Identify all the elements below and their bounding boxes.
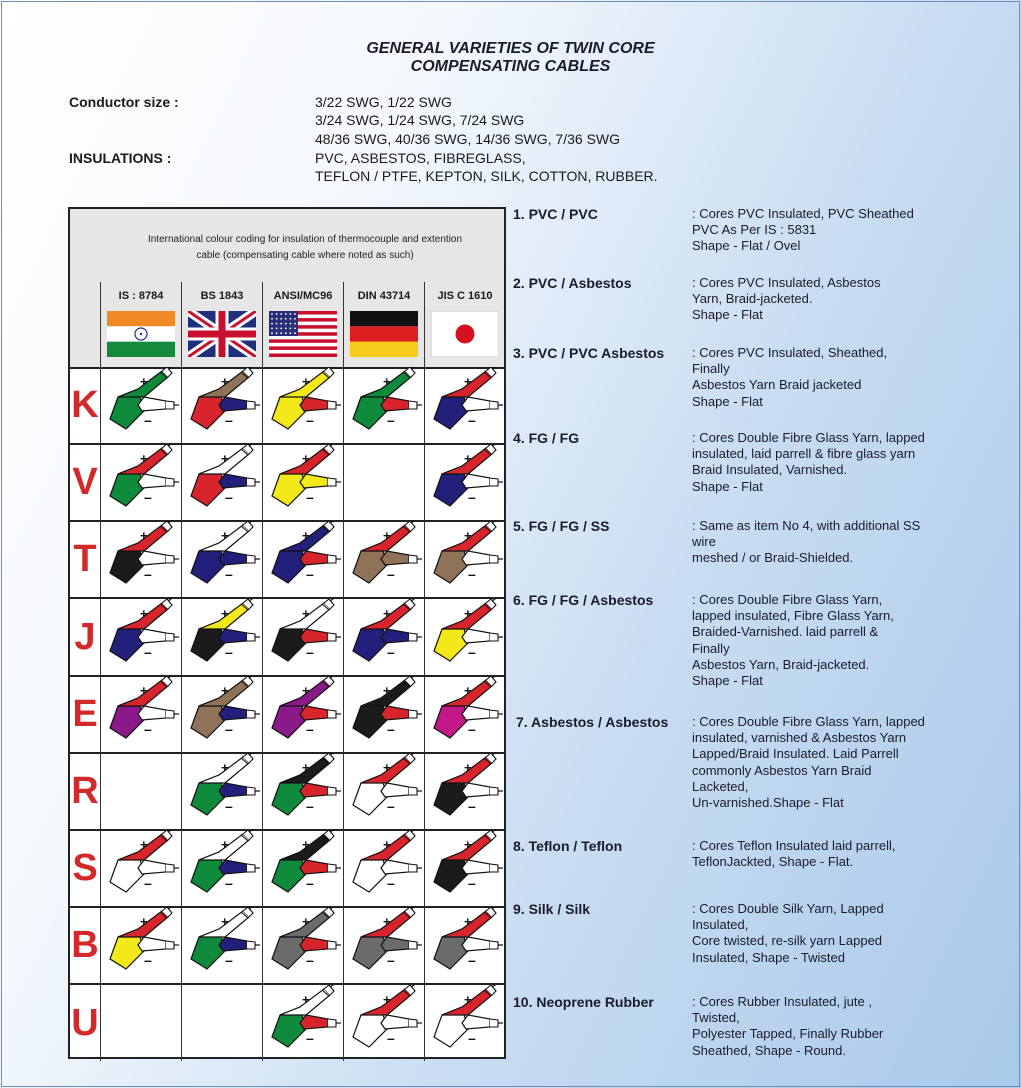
cable-color-cell: [262, 830, 343, 906]
title-line-1: GENERAL VARIETIES OF TWIN CORE: [366, 40, 655, 57]
cable-color-cell: [181, 907, 262, 983]
cable-icon: [428, 753, 503, 829]
germany-flag-icon: [350, 311, 418, 357]
cable-icon: [266, 599, 341, 675]
svg-text:+: +: [464, 682, 472, 698]
svg-text:–: –: [468, 489, 476, 506]
thermocouple-type-label: R: [71, 770, 99, 812]
svg-text:–: –: [387, 412, 395, 428]
cable-icon: [428, 599, 503, 675]
conductor-value: 3/22 SWG, 1/22 SWG: [315, 94, 452, 110]
cable-type-title: 3. PVC / PVC Asbestos: [513, 345, 665, 361]
cable-type-description: : Cores Double Silk Yarn, Lapped Insulated, Core twisted, re-silk yarn Lapped Insulated, Shape - Twisted: [692, 901, 884, 965]
cable-icon: [104, 444, 179, 520]
empty-cell: [100, 985, 181, 1061]
cable-color-cell: [181, 830, 262, 906]
svg-text:+: +: [140, 374, 148, 389]
svg-text:–: –: [387, 798, 395, 814]
cable-color-cell: [262, 907, 343, 983]
svg-text:+: +: [221, 837, 229, 853]
cable-color-cell: [100, 599, 181, 675]
cable-icon: [347, 521, 422, 597]
svg-text:+: +: [383, 760, 391, 775]
svg-text:–: –: [387, 720, 395, 737]
svg-text:–: –: [468, 720, 476, 737]
insulation-value: PVC, ASBESTOS, FIBREGLASS,: [315, 150, 526, 166]
svg-text:+: +: [383, 837, 391, 853]
svg-text:+: +: [140, 682, 148, 698]
cable-icon: [347, 985, 422, 1061]
insulations-values: [315, 149, 658, 186]
svg-text:–: –: [225, 489, 233, 506]
svg-text:+: +: [464, 528, 472, 544]
thermocouple-type-label: K: [71, 384, 99, 426]
cable-type-title: 2. PVC / Asbestos: [513, 275, 632, 291]
svg-text:+: +: [221, 528, 229, 544]
cable-color-cell: [424, 444, 505, 520]
standards-header: [70, 282, 504, 369]
conductor-size-values: [315, 93, 620, 148]
cable-color-cell: [262, 676, 343, 752]
cable-type-description: : Cores Double Fibre Glass Yarn, lapped insulated, laid parrell & fibre glass yarn Braid Insulated, Varnished. Shape - Flat: [692, 430, 925, 494]
cable-color-cell: [181, 753, 262, 829]
svg-text:–: –: [306, 412, 314, 428]
caption-line: cable (compensating cable where noted as such): [196, 250, 414, 261]
svg-text:+: +: [302, 682, 310, 698]
thermocouple-type-label: J: [74, 615, 96, 658]
cable-icon: [266, 521, 341, 597]
svg-text:+: +: [464, 837, 472, 853]
thermocouple-type-label: T: [73, 538, 97, 581]
svg-text:–: –: [306, 643, 314, 660]
svg-text:–: –: [306, 1029, 314, 1046]
cable-icon: [266, 985, 341, 1061]
conductor-value: 3/24 SWG, 1/24 SWG, 7/24 SWG: [315, 112, 525, 129]
cable-icon: [104, 521, 179, 597]
cable-color-cell: [100, 521, 181, 597]
cable-type-description: : Cores PVC Insulated, PVC Sheathed PVC As Per IS : 5831 Shape - Flat / Ovel: [692, 206, 914, 254]
svg-text:–: –: [144, 720, 152, 737]
cable-icon: [104, 367, 179, 443]
svg-text:–: –: [225, 952, 233, 969]
cable-type-description: : Cores PVC Insulated, Sheathed, Finally Asbestos Yarn Braid jacketed Shape - Flat: [692, 345, 888, 409]
cable-type-description: : Cores Double Fibre Glass Yarn, lapped insulated, varnished & Asbestos Yarn Lapped/Braid Insulated. Laid Parrell commonly Asbestos Yarn Braid Lacketed, Un-varnished.Shape - Flat: [692, 714, 925, 811]
svg-text:+: +: [464, 760, 472, 775]
cable-icon: [104, 830, 179, 906]
japan-flag-icon: [431, 311, 499, 357]
svg-text:–: –: [306, 566, 314, 583]
svg-text:–: –: [306, 875, 314, 892]
cable-icon: [185, 521, 260, 597]
svg-text:–: –: [144, 566, 152, 583]
svg-text:–: –: [225, 643, 233, 660]
svg-text:–: –: [225, 875, 233, 892]
cable-type-title: 9. Silk / Silk: [513, 901, 591, 917]
svg-text:+: +: [383, 528, 391, 544]
svg-text:+: +: [302, 760, 310, 775]
thermocouple-type-label: V: [72, 461, 98, 504]
cable-color-cell: [100, 830, 181, 906]
cable-color-cell: [343, 907, 424, 983]
cable-color-cell: [100, 444, 181, 520]
svg-text:+: +: [221, 451, 229, 467]
svg-text:+: +: [383, 914, 391, 930]
cable-color-cell: [181, 521, 262, 597]
cable-color-cell: [262, 985, 343, 1061]
cable-type-description: : Same as item No 4, with additional SS wire meshed / or Braid-Shielded.: [692, 518, 921, 566]
svg-text:+: +: [302, 605, 310, 621]
cable-color-cell: [100, 367, 181, 443]
conductor-size-label: Conductor size :: [69, 94, 179, 110]
svg-text:–: –: [306, 798, 314, 814]
svg-text:–: –: [306, 952, 314, 969]
svg-text:+: +: [221, 760, 229, 775]
table-caption-band: [70, 209, 504, 283]
svg-text:–: –: [468, 798, 476, 814]
cable-color-cell: [424, 907, 505, 983]
svg-text:+: +: [302, 528, 310, 544]
usa-flag-icon: [269, 311, 337, 357]
cable-color-cell: [181, 444, 262, 520]
cable-color-cell: [424, 676, 505, 752]
svg-text:+: +: [140, 451, 148, 467]
svg-text:–: –: [144, 952, 152, 969]
svg-text:+: +: [302, 837, 310, 853]
svg-text:+: +: [140, 605, 148, 621]
cable-icon: [266, 367, 341, 443]
standard-column-uk: [181, 282, 262, 367]
svg-text:+: +: [383, 682, 391, 698]
svg-text:+: +: [221, 374, 229, 389]
standard-column-japan: [424, 282, 505, 367]
svg-text:–: –: [144, 489, 152, 506]
standard-column-germany: [343, 282, 424, 367]
title-line-2: COMPENSATING CABLES: [410, 58, 611, 75]
cable-icon: [185, 753, 260, 829]
cable-icon: [266, 907, 341, 983]
cable-icon: [428, 676, 503, 752]
svg-text:–: –: [468, 412, 476, 428]
cable-color-cell: [181, 676, 262, 752]
svg-text:+: +: [464, 374, 472, 389]
cable-icon: [428, 907, 503, 983]
cable-type-description: : Cores Teflon Insulated laid parrell, TeflonJackted, Shape - Flat.: [692, 838, 896, 870]
svg-text:+: +: [140, 837, 148, 853]
svg-text:–: –: [144, 643, 152, 660]
svg-text:–: –: [468, 566, 476, 583]
thermocouple-type-label: S: [72, 847, 98, 890]
cable-icon: [266, 444, 341, 520]
thermocouple-type-label: B: [71, 924, 99, 967]
cable-color-cell: [424, 599, 505, 675]
empty-cell: [181, 985, 262, 1061]
cable-color-cell: [343, 521, 424, 597]
cable-icon: [428, 985, 503, 1061]
svg-text:+: +: [383, 991, 391, 1007]
cable-type-title: 7. Asbestos / Asbestos: [516, 714, 669, 730]
standard-column-india: [100, 282, 181, 367]
cable-color-cell: [424, 830, 505, 906]
thermocouple-row-u: [70, 985, 504, 1061]
empty-cell: [343, 444, 424, 520]
cable-color-cell: [262, 444, 343, 520]
cable-color-cell: [424, 753, 505, 829]
cable-icon: [185, 830, 260, 906]
cable-color-cell: [262, 753, 343, 829]
cable-icon: [185, 367, 260, 443]
svg-text:+: +: [221, 605, 229, 621]
standard-column-usa: [262, 282, 343, 367]
colour-coding-table: [68, 207, 506, 1059]
svg-text:–: –: [306, 489, 314, 506]
svg-text:+: +: [383, 605, 391, 621]
svg-text:–: –: [225, 720, 233, 737]
cable-color-cell: [424, 367, 505, 443]
india-flag-icon: [107, 311, 175, 357]
cable-color-cell: [343, 367, 424, 443]
cable-type-title: 10. Neoprene Rubber: [513, 994, 654, 1010]
cable-icon: [428, 521, 503, 597]
cable-color-cell: [262, 521, 343, 597]
cable-color-cell: [181, 599, 262, 675]
standard-name: DIN 43714: [357, 290, 411, 302]
cable-icon: [347, 907, 422, 983]
caption-line: International colour coding for insulation of thermocouple and extention: [147, 234, 463, 245]
svg-text:+: +: [464, 914, 472, 930]
cable-icon: [347, 753, 422, 829]
svg-text:–: –: [468, 643, 476, 660]
svg-text:+: +: [464, 451, 472, 467]
svg-text:+: +: [302, 374, 310, 389]
table-caption: [110, 232, 500, 264]
cable-icon: [347, 830, 422, 906]
svg-text:–: –: [387, 566, 395, 583]
svg-text:+: +: [140, 914, 148, 930]
cable-type-title: 4. FG / FG: [513, 430, 580, 446]
cable-color-cell: [424, 985, 505, 1061]
cable-icon: [104, 599, 179, 675]
cable-icon: [185, 599, 260, 675]
svg-text:–: –: [306, 720, 314, 737]
cable-icon: [428, 367, 503, 443]
cable-type-title: 8. Teflon / Teflon: [513, 838, 623, 854]
cable-color-cell: [343, 830, 424, 906]
svg-text:–: –: [387, 952, 395, 969]
svg-text:–: –: [144, 875, 152, 892]
cable-color-cell: [100, 676, 181, 752]
svg-text:–: –: [387, 875, 395, 892]
cable-icon: [347, 367, 422, 443]
thermocouple-row-b: [70, 907, 504, 985]
thermocouple-row-v: [70, 444, 504, 522]
svg-text:–: –: [225, 412, 233, 428]
insulations-label: INSULATIONS :: [69, 150, 172, 166]
cable-type-title: 6. FG / FG / Asbestos: [513, 592, 654, 608]
cable-type-title: 5. FG / FG / SS: [513, 518, 610, 534]
svg-text:+: +: [302, 451, 310, 467]
svg-text:–: –: [468, 875, 476, 892]
svg-text:–: –: [387, 1029, 395, 1046]
cable-icon: [104, 907, 179, 983]
svg-text:+: +: [221, 914, 229, 930]
cable-color-cell: [343, 753, 424, 829]
svg-text:–: –: [225, 566, 233, 583]
thermocouple-row-k: [70, 367, 504, 445]
cable-color-cell: [343, 985, 424, 1061]
standard-name: ANSI/MC96: [273, 290, 333, 302]
cable-icon: [428, 830, 503, 906]
cable-icon: [347, 599, 422, 675]
thermocouple-row-j: [70, 599, 504, 677]
thermocouple-row-r: [70, 753, 504, 831]
cable-color-cell: [100, 907, 181, 983]
svg-text:+: +: [383, 374, 391, 389]
page-title: [0, 40, 1021, 76]
standard-name: IS : 8784: [118, 290, 164, 302]
cable-icon: [347, 676, 422, 752]
empty-cell: [100, 753, 181, 829]
cable-color-cell: [424, 521, 505, 597]
cable-icon: [266, 676, 341, 752]
svg-text:+: +: [464, 991, 472, 1007]
svg-text:–: –: [387, 643, 395, 660]
insulation-value: TEFLON / PTFE, KEPTON, SILK, COTTON, RUBBER.: [315, 168, 658, 185]
cable-color-cell: [262, 599, 343, 675]
cable-type-description: : Cores Double Fibre Glass Yarn, lapped insulated, Fibre Glass Yarn, Braided-Varnished. laid parrell & Finally Asbestos Yarn, Braid-jacketed. Shape - Flat: [692, 592, 894, 689]
cable-icon: [428, 444, 503, 520]
cable-icon: [185, 676, 260, 752]
svg-text:–: –: [468, 1029, 476, 1046]
svg-text:+: +: [302, 914, 310, 930]
cable-color-cell: [343, 599, 424, 675]
thermocouple-row-e: [70, 676, 504, 754]
cable-color-cell: [262, 367, 343, 443]
cable-type-description: : Cores PVC Insulated, Asbestos Yarn, Braid-jacketed. Shape - Flat: [692, 275, 881, 323]
standard-name: BS 1843: [200, 290, 244, 302]
svg-text:+: +: [140, 528, 148, 544]
svg-text:+: +: [464, 605, 472, 621]
svg-text:+: +: [302, 991, 310, 1007]
cable-type-title: 1. PVC / PVC: [513, 206, 598, 222]
thermocouple-row-t: [70, 521, 504, 599]
thermocouple-row-s: [70, 830, 504, 908]
conductor-value: 48/36 SWG, 40/36 SWG, 14/36 SWG, 7/36 SWG: [315, 130, 621, 147]
svg-text:–: –: [468, 952, 476, 969]
cable-icon: [266, 830, 341, 906]
thermocouple-type-label: U: [71, 1001, 99, 1044]
thermocouple-type-label: E: [72, 692, 98, 735]
cable-icon: [104, 676, 179, 752]
svg-text:+: +: [221, 682, 229, 698]
standard-name: JIS C 1610: [437, 290, 493, 302]
cable-type-description: : Cores Rubber Insulated, jute , Twisted, Polyester Tapped, Finally Rubber Sheathed, Shape - Round.: [692, 994, 884, 1058]
svg-text:–: –: [225, 798, 233, 814]
svg-text:–: –: [144, 412, 152, 428]
cable-icon: [185, 907, 260, 983]
uk-flag-icon: [188, 311, 256, 357]
cable-color-cell: [343, 676, 424, 752]
cable-icon: [185, 444, 260, 520]
cable-icon: [266, 753, 341, 829]
cable-color-cell: [181, 367, 262, 443]
